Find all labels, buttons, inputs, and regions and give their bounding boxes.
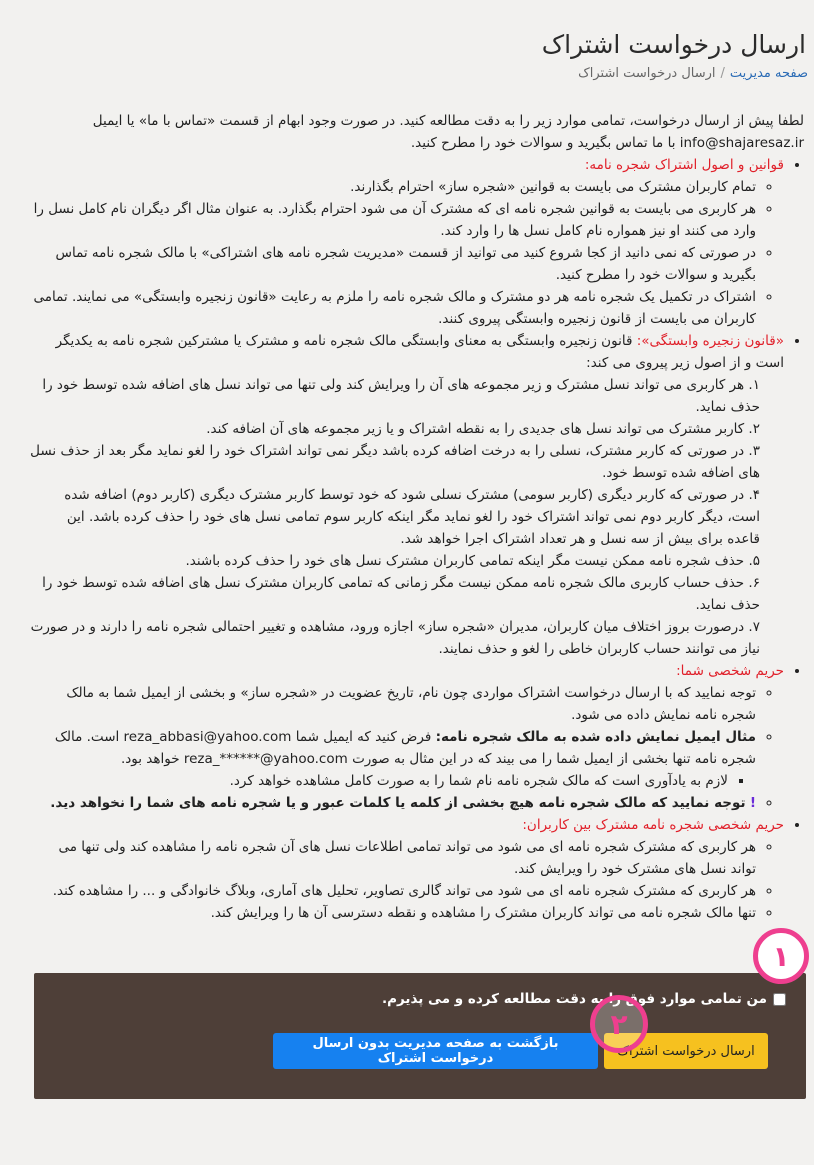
rule-item: ۶. حذف حساب کاربری مالک شجره نامه ممکن نیست مگر زمانی که تمامی کاربران مشترک نسل های اضافه شده توسط خود را حذف نماید. bbox=[42, 575, 760, 613]
list-item: ◦ توجه نمایید که با ارسال درخواست اشتراک مواردی چون نام، تاریخ عضویت در «شجره ساز» و بخشی از ایمیل شما به مالک شجره نامه نمایش داده می شود. bbox=[30, 682, 756, 726]
rule-item: ۲. کاربر مشترک می تواند نسل های جدیدی را به نقطه اشتراک و یا زیر مجموعه های آن اضافه کند. bbox=[206, 421, 760, 437]
agree-checkbox[interactable] bbox=[773, 993, 786, 1006]
breadcrumb-home-link[interactable]: صفحه مدیریت bbox=[729, 66, 808, 81]
list-item bbox=[30, 726, 756, 792]
page-title: ارسال درخواست اشتراک bbox=[541, 30, 806, 59]
list-item: ▪ لازم به یادآوری است که مالک شجره نامه نام شما را به صورت کامل مشاهده خواهد کرد. bbox=[30, 770, 728, 792]
list-item: ◦ تمام کاربران مشترک می بایست به قوانین «شجره ساز» احترام بگذارند. bbox=[30, 176, 756, 198]
agree-row[interactable] bbox=[382, 991, 786, 1007]
breadcrumb-current: ارسال درخواست اشتراک bbox=[578, 66, 716, 81]
breadcrumb bbox=[578, 66, 808, 81]
action-panel bbox=[34, 973, 806, 1099]
list-item: ◦ هر کاربری که مشترک شجره نامه ای می شود می تواند تمامی اطلاعات نسل های آن شجره نامه را مشاهده کند ولی تنها می تواند نسل های مشترک خود را ویرایش کند. bbox=[30, 836, 756, 880]
section-chain-law bbox=[30, 330, 784, 660]
section-privacy bbox=[30, 660, 784, 814]
list-item: ◦ تنها مالک شجره نامه می تواند کاربران مشترک را مشاهده و نقطه دسترسی آن ها را ویرایش کند. bbox=[30, 902, 756, 924]
rule-item: ۱. هر کاربری می تواند نسل مشترک و زیر مجموعه های آن را ویرایش کند ولی تنها می تواند نسل های اضافه شده توسط خود را حذف نماید. bbox=[42, 377, 760, 415]
rule-item: ۷. درصورت بروز اختلاف میان کاربران، مدیران «شجره ساز» اجازه ورود، مشاهده و تغییر احتمالی شجره نامه را دارند و در صورت نیاز می توانند حساب کاربران خاطی را لغو و حذف نمایند. bbox=[30, 619, 760, 657]
section-chain-heading: «قانون زنجیره وابستگی»: bbox=[636, 333, 784, 349]
section-privacy-heading: حریم شخصی شما: bbox=[676, 663, 784, 679]
annotation-badge-1: ۱ bbox=[753, 928, 809, 984]
list-item bbox=[30, 792, 756, 814]
section-rules bbox=[30, 154, 784, 330]
section-shared-heading: حریم شخصی شجره نامه مشترک بین کاربران: bbox=[522, 817, 784, 833]
list-item: ◦ در صورتی که نمی دانید از کجا شروع کنید می توانید از قسمت «مدیریت شجره نامه های اشتراکی» با مالک شجره نامه تماس بگیرید و سوالات خود را مطرح کنید. bbox=[30, 242, 756, 286]
terms-list bbox=[30, 154, 804, 924]
section-chain-text: قانون زنجیره وابستگی به معنای وابستگی مالک شجره نامه و مشترک یا مشترکین شجره نامه به یکدیگر است و از اصول زیر پیروی می کند: bbox=[55, 333, 784, 371]
rule-item: ۴. در صورتی که کاربر دیگری (کاربر سومی) مشترک نسلی شود که خود توسط کاربر مشترک دیگری (کاربر دوم) اضافه شده است، دیگر کاربر دوم نمی تواند اشتراک خود را لغو نماید مگر اینکه کاربر سوم تمامی نسل های خود را حذف کرده باشد. این قاعده برای بیش از سه نسل و هر تعداد اشتراک اجرا خواهد شد. bbox=[64, 487, 760, 547]
intro-text: لطفا پیش از ارسال درخواست، تمامی موارد زیر را به دقت مطالعه کنید. در صورت وجود ابهام از قسمت «تماس با ما» یا ایمیل info@shajaresaz.ir با ما تماس بگیرید و سوالات خود را مطرح کنید. bbox=[92, 113, 804, 151]
email-example-text: فرض کنید که ایمیل شما reza_abbasi@yahoo.com است. مالک شجره نامه تنها بخشی از ایمیل شما را می بیند که در این مثال به صورت reza_******@yahoo.com خواهد بود. bbox=[54, 729, 756, 767]
section-rules-heading: قوانین و اصول اشتراک شجره نامه: bbox=[584, 157, 784, 173]
privacy-note: توجه نمایید که مالک شجره نامه هیچ بخشی از کلمه یا کلمات عبور و یا شجره نامه های شما را نخواهد دید. bbox=[50, 795, 746, 811]
rule-item: ۵. حذف شجره نامه ممکن نیست مگر اینکه تمامی کاربران مشترک نسل های خود را حذف کرده باشند. bbox=[185, 553, 760, 569]
exclamation-icon: ! bbox=[749, 795, 756, 811]
agree-label: من تمامی موارد فوق را به دقت مطالعه کرده و می پذیرم. bbox=[381, 991, 767, 1007]
rule-item: ۳. در صورتی که کاربر مشترک، نسلی را به درخت اضافه کرده باشد دیگر نمی تواند اشتراک خود را لغو نماید مگر بعد از حذف نسل های اضافه شده توسط خود. bbox=[30, 443, 760, 481]
terms-content bbox=[30, 110, 804, 924]
section-shared-privacy bbox=[30, 814, 784, 924]
annotation-badge-2: ۲ bbox=[590, 995, 648, 1053]
submit-request-button[interactable]: ارسال درخواست اشتراک bbox=[604, 1033, 768, 1069]
breadcrumb-separator: / bbox=[720, 66, 725, 81]
email-example-heading: مثال ایمیل نمایش داده شده به مالک شجره نامه: bbox=[435, 729, 756, 745]
list-item: ◦ هر کاربری که مشترک شجره نامه ای می شود می تواند گالری تصاویر، تحلیل های آماری، وبلاگ خانوادگی و ... را مشاهده کند. bbox=[30, 880, 756, 902]
list-item: ◦ هر کاربری می بایست به قوانین شجره نامه ای که مشترک آن می شود احترام بگذارد. به عنوان مثال اگر دیگران نام کامل نسل را وارد می کنند او نیز همواره نام کامل نسل ها را وارد کند. bbox=[30, 198, 756, 242]
list-item: ◦ اشتراک در تکمیل یک شجره نامه هر دو مشترک و مالک شجره نامه را ملزم به رعایت «قانون زنجیره وابستگی» می نمایند. تمامی کاربران می بایست از قانون زنجیره وابستگی پیروی کنند. bbox=[30, 286, 756, 330]
back-to-dashboard-button[interactable]: بازگشت به صفحه مدیریت بدون ارسال درخواست اشتراک bbox=[273, 1033, 598, 1069]
